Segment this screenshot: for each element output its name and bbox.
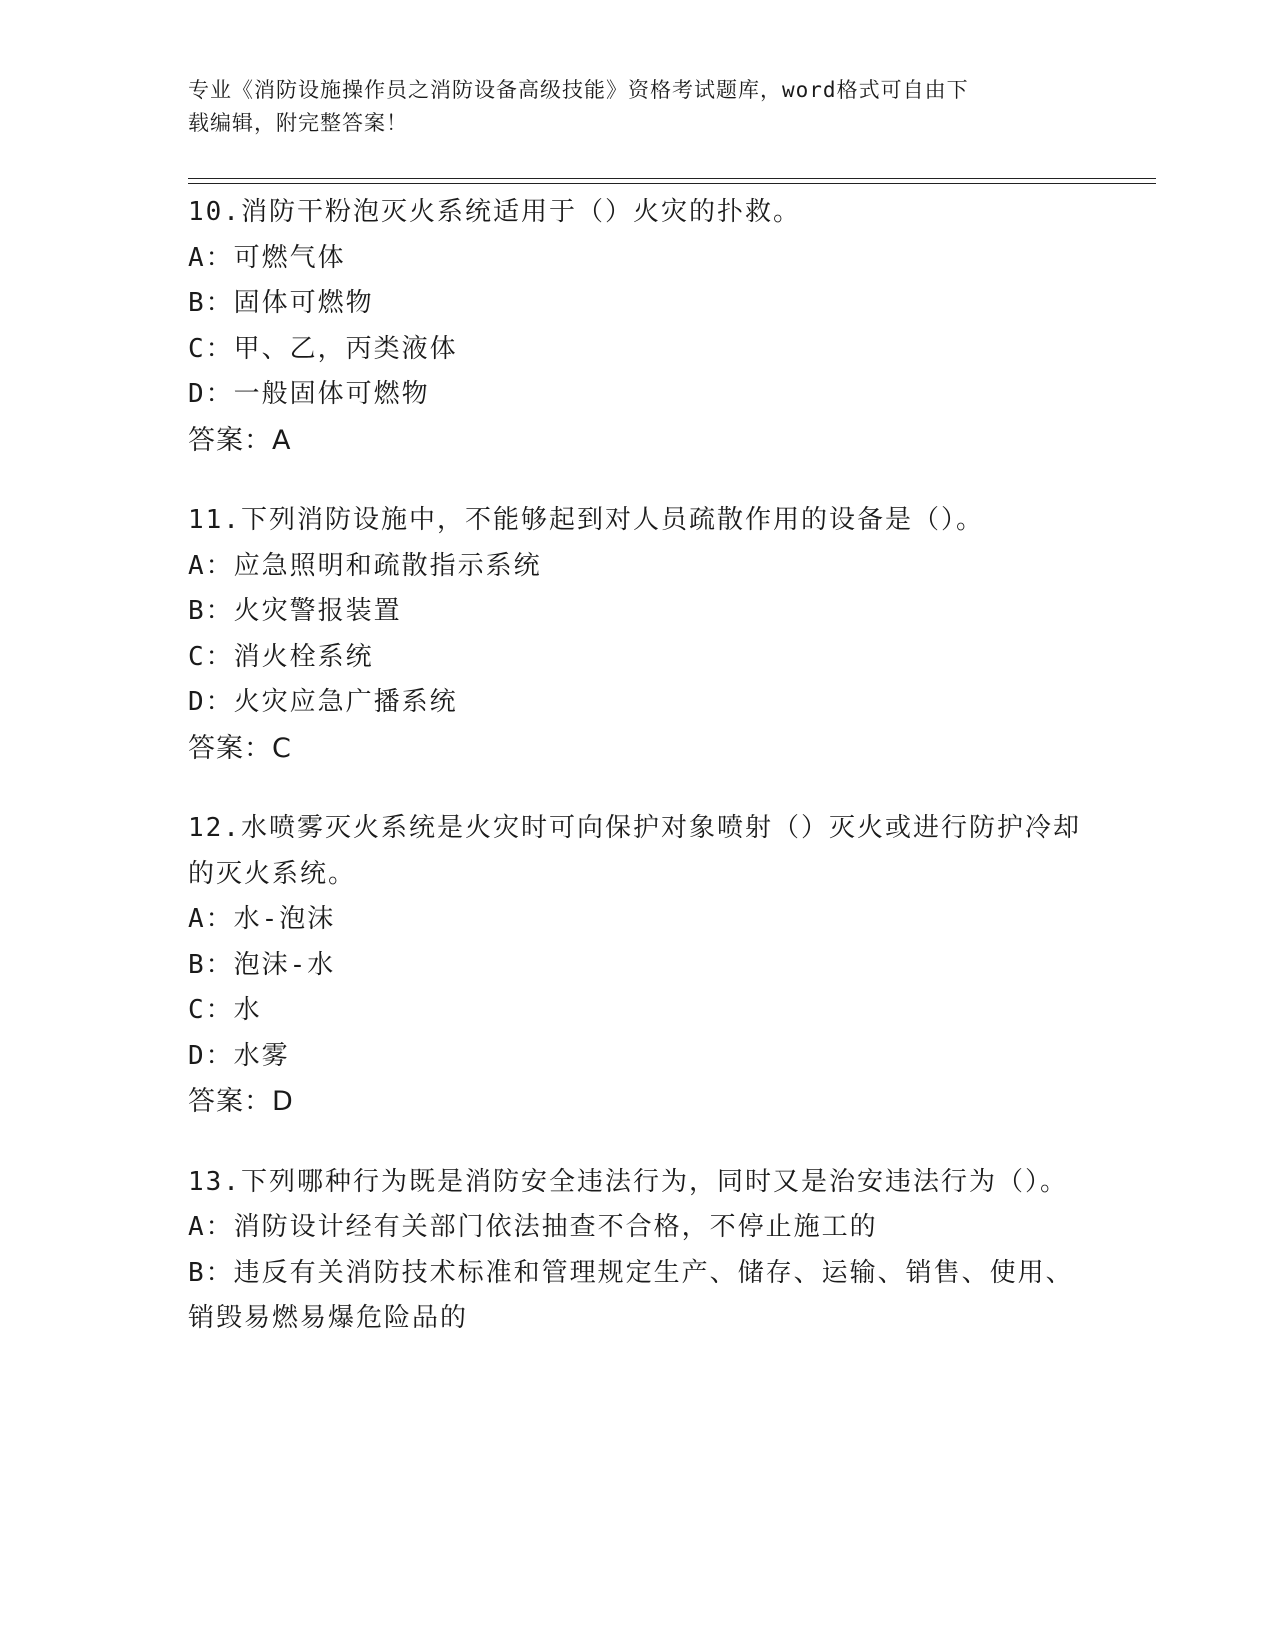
option-a: A：可燃气体 — [188, 242, 346, 273]
option-d: D：水雾 — [188, 1040, 290, 1071]
option-d: D：一般固体可燃物 — [188, 379, 430, 409]
option-d: D：火灾应急广播系统 — [188, 687, 458, 717]
option-a: A：应急照明和疏散指示系统 — [188, 550, 542, 581]
option-a: A：消防设计经有关部门依法抽查不合格，不停止施工的 — [188, 1212, 878, 1242]
header-line-2: 载编辑，附完整答案！ — [188, 111, 408, 135]
question-12 — [188, 806, 1088, 1125]
question-list — [188, 190, 1088, 1377]
document-header — [188, 74, 1068, 140]
option-b: B：泡沫-水 — [188, 949, 336, 980]
question-11 — [188, 498, 1088, 771]
question-10 — [188, 190, 1088, 463]
answer-line: 答案：D — [188, 1086, 294, 1117]
question-13 — [188, 1160, 1088, 1342]
answer-line: 答案：A — [188, 424, 292, 456]
option-c: C：消火栓系统 — [188, 641, 374, 672]
question-stem: 11.下列消防设施中，不能够起到对人员疏散作用的设备是（）。 — [188, 505, 984, 535]
option-c: C：水 — [188, 995, 262, 1025]
question-stem: 12.水喷雾灭火系统是火灾时可向保护对象喷射（）灭火或进行防护冷却的灭火系统。 — [188, 813, 1081, 889]
question-stem: 10.消防干粉泡灭火系统适用于（）火灾的扑救。 — [188, 197, 801, 227]
header-divider-top — [188, 178, 1156, 179]
header-divider-bottom — [188, 183, 1156, 184]
question-stem: 13.下列哪种行为既是消防安全违法行为，同时又是治安违法行为（）。 — [188, 1166, 1068, 1197]
option-b: B：火灾警报装置 — [188, 596, 402, 626]
option-b: B：违反有关消防技术标准和管理规定生产、储存、运输、销售、使用、销毁易燃易爆危险品的 — [188, 1257, 1074, 1333]
option-b: B：固体可燃物 — [188, 288, 374, 318]
header-line-1: 专业《消防设施操作员之消防设备高级技能》资格考试题库，word格式可自由下 — [188, 78, 969, 102]
answer-line: 答案：C — [188, 732, 292, 764]
option-c: C：甲、乙，丙类液体 — [188, 333, 458, 364]
option-a: A：水-泡沫 — [188, 904, 336, 934]
